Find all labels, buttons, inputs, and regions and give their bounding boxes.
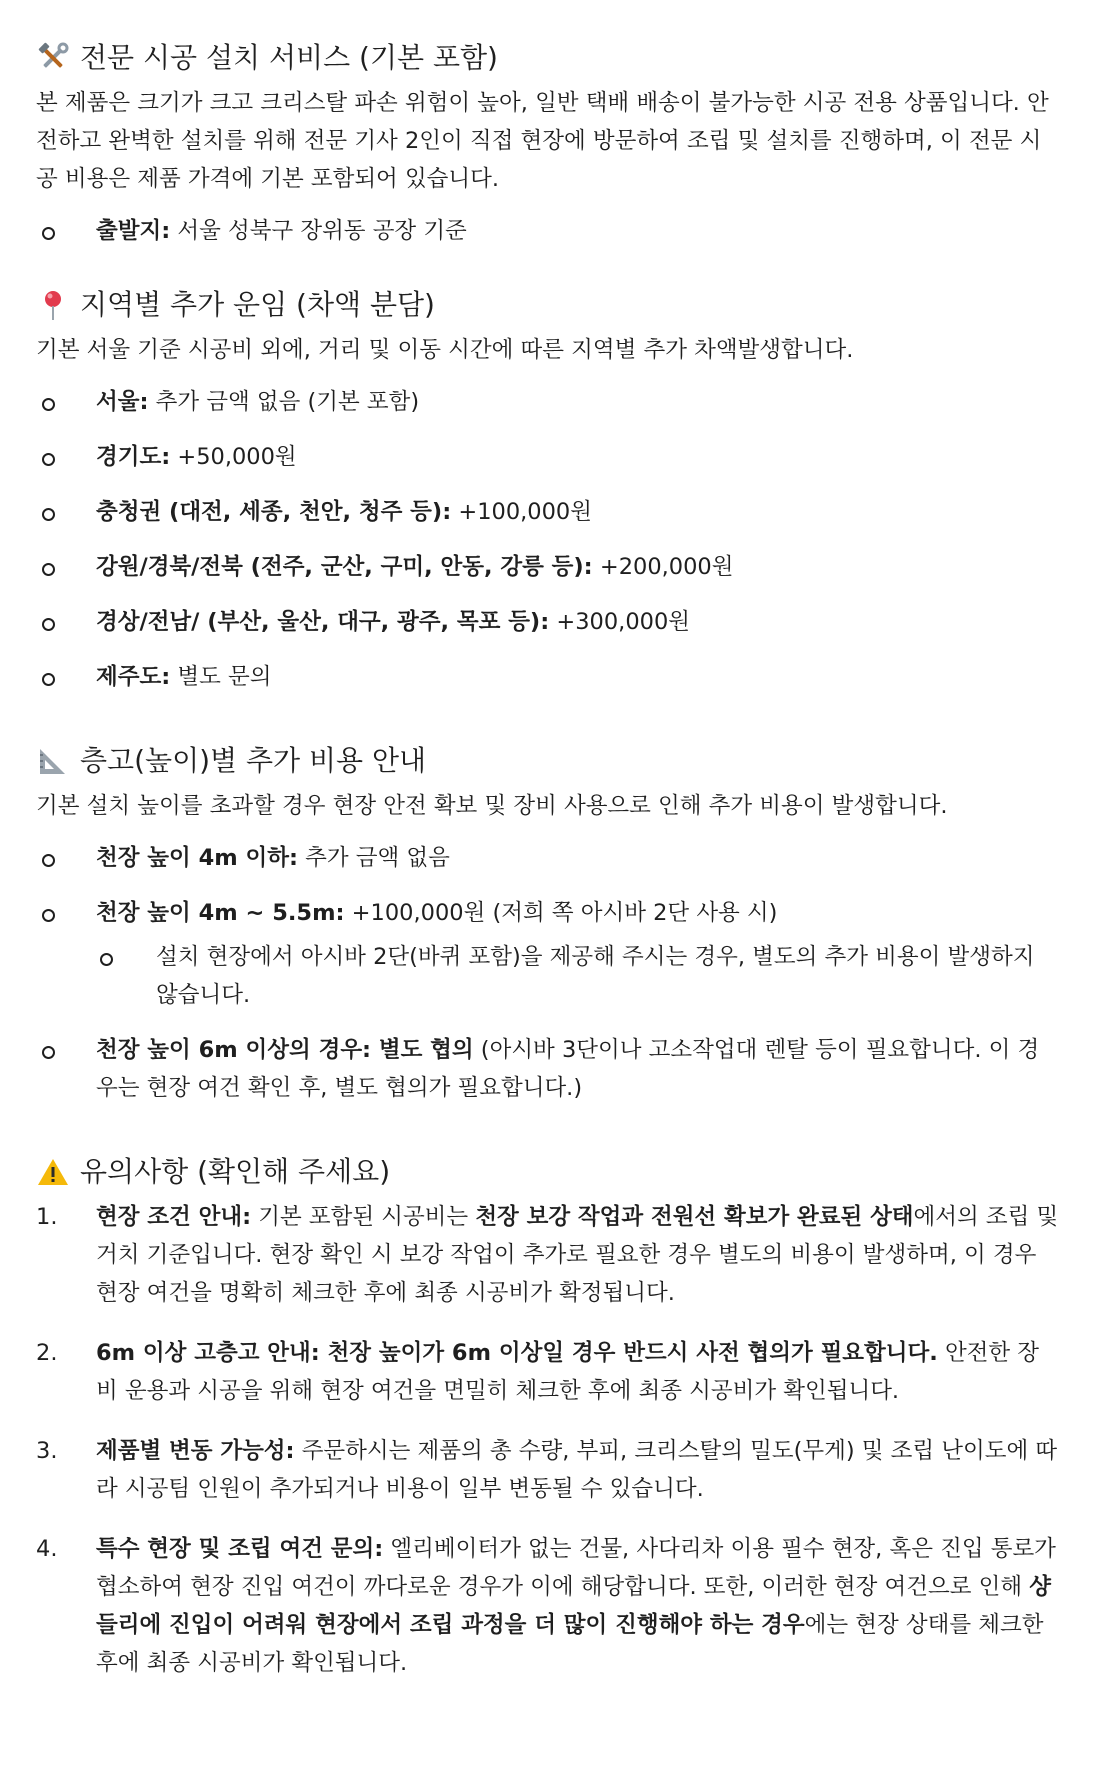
height-list [36,839,1060,1107]
notes-heading-text: 유의사항 (확인해 주세요) [80,1155,391,1188]
list-item [36,839,1060,877]
install-list [36,212,1060,250]
region-label: 강원/경북/전북 (전주, 군산, 구미, 안동, 강릉 등): [96,554,593,580]
region-value: 추가 금액 없음 (기본 포함) [148,389,420,415]
triangle-ruler-icon [36,744,70,778]
region-label: 경상/전남/ (부산, 울산, 대구, 광주, 목포 등): [96,609,550,635]
note-text: 기본 포함된 시공비는 [251,1204,476,1230]
list-item [36,548,1060,586]
height-value: +100,000원 (저희 쪽 아시바 2단 사용 시) [344,900,778,926]
list-item [36,894,1060,1014]
note-text: 엘리베이터가 없는 건물, 사다리차 이용 필수 현장, 혹은 진입 통로가 협소하여 현장 진입 여건이 까다로운 경우가 이에 해당합니다. 또한, 이러한 현장 여건으로 인해 [96,1536,1056,1600]
note-number: 3. [36,1438,58,1464]
notes-list [36,1198,1060,1682]
install-paragraph: 본 제품은 크기가 크고 크리스탈 파손 위험이 높아, 일반 택배 배송이 불가능한 시공 전용 상품입니다. 안전하고 완벽한 설치를 위해 전문 기사 2인이 직접 현장에 방문하여 조립 및 설치를 진행하며, 이 전문 시공 비용은 제품 가격에 기본 포함되어 있습니다. [36,90,1049,192]
region-label: 서울: [96,389,149,415]
height-sublist [96,938,1060,1014]
region-value: +200,000원 [592,554,734,580]
region-section [36,285,1060,696]
height-label: 천장 높이 4m 이하: [96,845,299,871]
height-section [36,741,1060,1107]
note-number: 1. [36,1204,58,1230]
region-paragraph: 기본 서울 기준 시공비 외에, 거리 및 이동 시간에 따른 지역별 추가 차액발생합니다. [36,337,854,363]
tools-icon [36,41,70,75]
origin-value: 서울 성북구 장위동 공장 기준 [170,218,467,244]
region-label: 경기도: [96,444,171,470]
note-item [36,1432,1060,1508]
list-item [36,658,1060,696]
height-paragraph: 기본 설치 높이를 초과할 경우 현장 안전 확보 및 장비 사용으로 인해 추가 비용이 발생합니다. [36,793,948,819]
note-text: 에는 현장 상태를 체크한 후에 최종 시공비가 확인됩니다. [96,1612,1044,1676]
region-heading-text: 지역별 추가 운임 (차액 분담) [80,288,435,321]
height-heading-text: 층고(높이)별 추가 비용 안내 [80,744,427,777]
list-item [36,603,1060,641]
height-heading [36,741,1060,781]
list-item [36,493,1060,531]
region-heading [36,285,1060,325]
region-label: 충청권 (대전, 세종, 천안, 청주 등): [96,499,452,525]
note-emphasis: 샹들리에 진입이 어려워 현장에서 조립 과정을 더 많이 진행해야 하는 경우 [96,1574,1051,1638]
height-label: 천장 높이 4m ~ 5.5m: [96,900,345,926]
install-section [36,38,1060,250]
pin-icon [36,288,70,322]
height-value: (아시바 3단이나 고소작업대 렌탈 등이 필요합니다. 이 경우는 현장 여건 확인 후, 별도 협의가 필요합니다.) [96,1037,1040,1101]
list-item [36,383,1060,421]
region-value: +50,000원 [170,444,297,470]
note-text: 안전한 장비 운용과 시공을 위해 현장 여건을 면밀히 체크한 후에 최종 시공비가 확인됩니다. [96,1340,1040,1404]
install-heading [36,38,1060,78]
list-item [36,1031,1060,1107]
height-label: 천장 높이 6m 이상의 경우: 별도 협의 [96,1037,474,1063]
note-label: 6m 이상 고층고 안내: 천장 높이가 6m 이상일 경우 반드시 사전 협의가 필요합니다. [96,1340,938,1366]
install-heading-text: 전문 시공 설치 서비스 (기본 포함) [80,41,498,74]
sub-list-item: 설치 현장에서 아시바 2단(바퀴 포함)을 제공해 주시는 경우, 별도의 추가 비용이 발생하지 않습니다. [96,938,1060,1014]
note-text: 주문하시는 제품의 총 수량, 부피, 크리스탈의 밀도(무게) 및 조립 난이도에 따라 시공팀 인원이 추가되거나 비용이 일부 변동될 수 있습니다. [96,1438,1058,1502]
notes-heading [36,1152,1060,1192]
region-value: +100,000원 [451,499,592,525]
list-item [36,212,1060,250]
note-label: 특수 현장 및 조립 여건 문의: [96,1536,384,1562]
note-number: 4. [36,1536,58,1562]
height-value: 추가 금액 없음 [298,845,450,871]
notes-section [36,1152,1060,1682]
warning-icon [36,1155,70,1189]
note-emphasis: 천장 보강 작업과 전원선 확보가 완료된 상태 [475,1204,914,1230]
region-value: +300,000원 [549,609,691,635]
note-label: 현장 조건 안내: [96,1204,252,1230]
origin-label: 출발지: [96,218,171,244]
note-text: 에서의 조립 및 거치 기준입니다. 현장 확인 시 보강 작업이 추가로 필요한 경우 별도의 비용이 발생하며, 이 경우 현장 여건을 명확히 체크한 후에 최종 시공비가 확정됩니다. [96,1204,1059,1306]
note-item [36,1198,1060,1312]
note-number: 2. [36,1340,58,1366]
note-item [36,1530,1060,1682]
region-list [36,383,1060,696]
note-item [36,1334,1060,1410]
list-item [36,438,1060,476]
note-label: 제품별 변동 가능성: [96,1438,295,1464]
region-label: 제주도: [96,664,171,690]
region-value: 별도 문의 [170,664,272,690]
